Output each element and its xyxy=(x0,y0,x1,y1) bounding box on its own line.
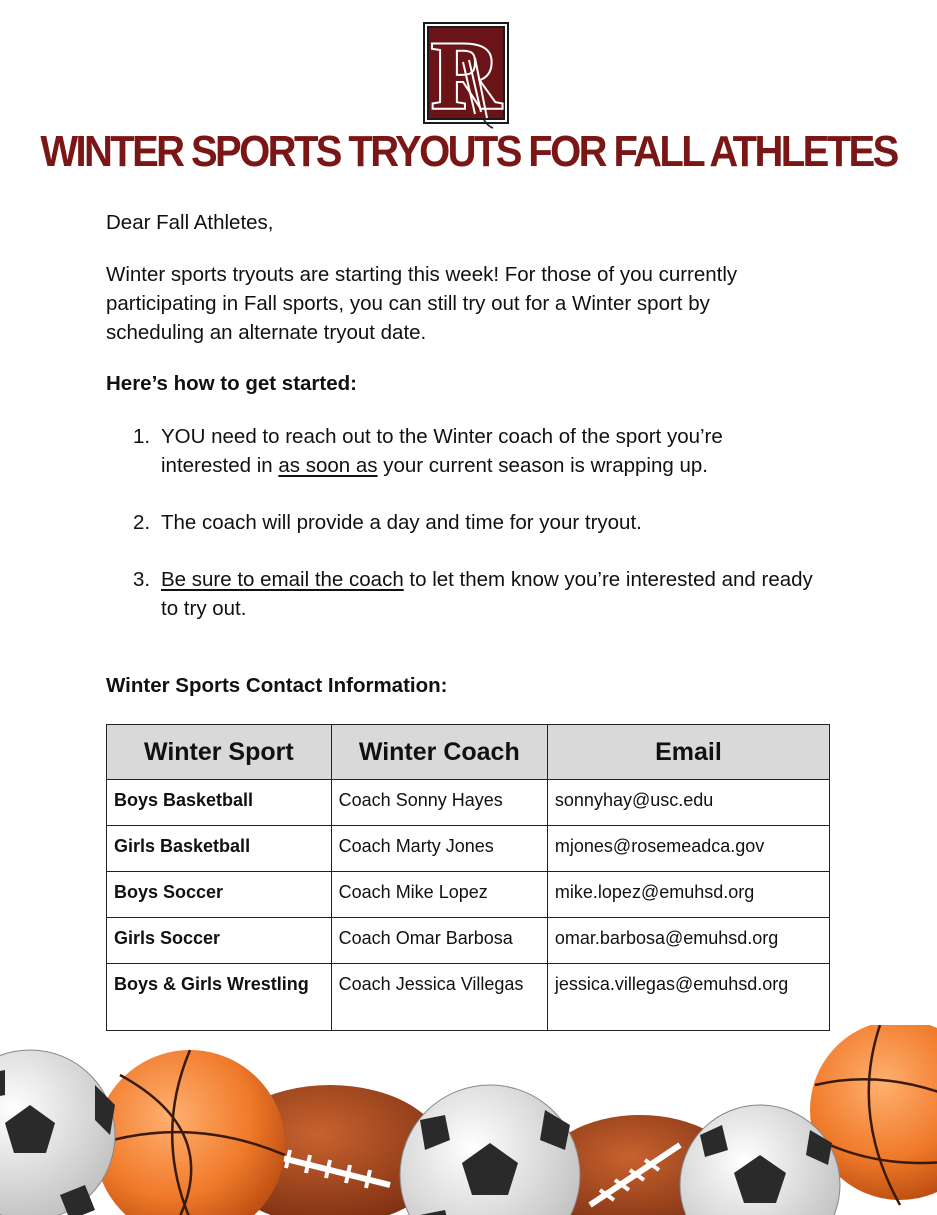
soccer-ball-icon xyxy=(400,1085,580,1215)
contacts-heading: Winter Sports Contact Information: xyxy=(106,674,448,697)
list-item xyxy=(133,422,813,480)
step-emphasis: as soon as xyxy=(278,454,378,477)
step-emphasis: Be sure to email the coach xyxy=(161,568,404,591)
step-text: YOU need to reach out to the Winter coach of the sport you’re interested in xyxy=(161,425,723,477)
email-cell: mike.lopez@emuhsd.org xyxy=(547,872,829,918)
sport-cell: Girls Basketball xyxy=(107,826,332,872)
howto-heading: Here’s how to get started: xyxy=(106,372,357,395)
step-text: The coach will provide a day and time for your tryout. xyxy=(161,511,642,534)
list-item xyxy=(133,508,642,537)
sports-balls-illustration xyxy=(0,1025,937,1215)
step-number: 2. xyxy=(133,511,151,534)
coach-cell: Coach Marty Jones xyxy=(331,826,547,872)
coach-cell: Coach Mike Lopez xyxy=(331,872,547,918)
table-row xyxy=(107,872,830,918)
sport-cell: Boys Basketball xyxy=(107,780,332,826)
step-text: your current season is wrapping up. xyxy=(377,454,708,477)
email-cell: mjones@rosemeadca.gov xyxy=(547,826,829,872)
school-logo xyxy=(423,22,509,130)
greeting: Dear Fall Athletes, xyxy=(106,211,274,234)
column-header: Winter Sport xyxy=(107,725,332,780)
basketball-icon xyxy=(95,1050,285,1215)
table-row xyxy=(107,918,830,964)
intro-paragraph: Winter sports tryouts are starting this week! For those of you currently participating in Fall sports, you can still try out for a Winter sport by scheduling an alternate tryout date. xyxy=(106,263,738,344)
step-number: 1. xyxy=(133,425,151,448)
email-cell: sonnyhay@usc.edu xyxy=(547,780,829,826)
table-row xyxy=(107,964,830,1031)
column-header: Winter Coach xyxy=(331,725,547,780)
step-number: 3. xyxy=(133,568,151,591)
contacts-table xyxy=(106,724,830,1031)
sport-cell: Boys Soccer xyxy=(107,872,332,918)
coach-cell: Coach Omar Barbosa xyxy=(331,918,547,964)
sport-cell: Boys & Girls Wrestling xyxy=(107,964,332,1031)
list-item xyxy=(133,565,813,623)
coach-cell: Coach Jessica Villegas xyxy=(331,964,547,1031)
email-cell: omar.barbosa@emuhsd.org xyxy=(547,918,829,964)
email-cell: jessica.villegas@emuhsd.org xyxy=(547,964,829,1031)
column-header: Email xyxy=(547,725,829,780)
table-header-row xyxy=(107,725,830,780)
page-title: WINTER SPORTS TRYOUTS FOR FALL ATHLETES xyxy=(40,128,897,176)
soccer-ball-icon xyxy=(0,1050,115,1215)
table-row xyxy=(107,826,830,872)
logo-letter: R xyxy=(431,22,501,129)
coach-cell: Coach Sonny Hayes xyxy=(331,780,547,826)
step-text: to let them know you’re interested and ready to try out. xyxy=(161,568,813,620)
table-row xyxy=(107,780,830,826)
sport-cell: Girls Soccer xyxy=(107,918,332,964)
